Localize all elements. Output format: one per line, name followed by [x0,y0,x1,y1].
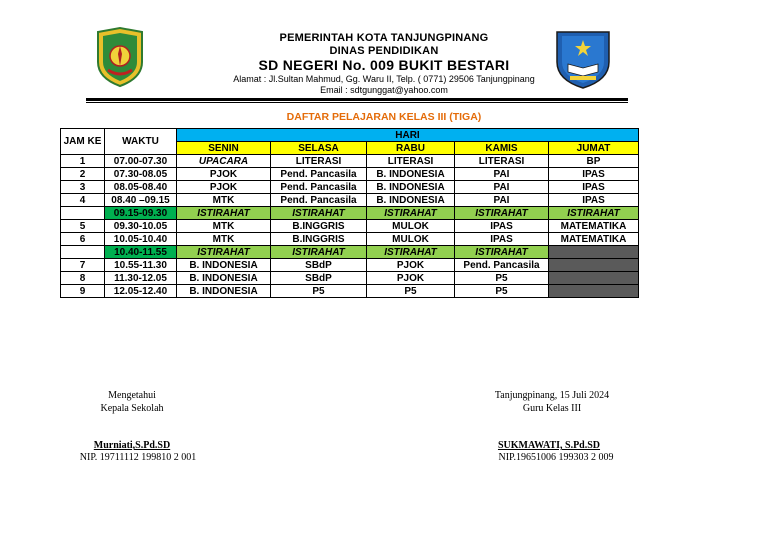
lesson-cell: MTK [177,220,271,233]
sig-left-line1: Mengetahui [108,390,156,401]
jam-cell [61,246,105,259]
lesson-cell: B. INDONESIA [177,259,271,272]
lesson-cell: B. INDONESIA [367,168,455,181]
address: Alamat : Jl.Sultan Mahmud, Gg. Waru II, Telp. ( 0771) 29506 Tanjungpinang [233,74,535,84]
waktu-cell: 11.30-12.05 [105,272,177,285]
table-row [61,207,639,220]
table-row [61,233,639,246]
lesson-cell: LITERASI [367,155,455,168]
waktu-cell: 09.15-09.30 [105,207,177,220]
header-line-1: PEMERINTAH KOTA TANJUNGPINANG [279,32,489,44]
lesson-cell: P5 [455,272,549,285]
waktu-header: WAKTU [105,129,177,155]
lesson-cell: B. INDONESIA [177,272,271,285]
sig-right-line2: Guru Kelas III [522,403,582,414]
jam-cell: 9 [61,285,105,298]
jam-cell [61,207,105,220]
jam-cell: 5 [61,220,105,233]
lesson-cell: ISTIRAHAT [367,246,455,259]
waktu-cell: 10.05-10.40 [105,233,177,246]
lesson-cell: Pend. Pancasila [271,181,367,194]
lesson-cell: B. INDONESIA [367,194,455,207]
lesson-cell: MULOK [367,220,455,233]
lesson-cell: P5 [367,285,455,298]
schedule-title: DAFTAR PELAJARAN KELAS III (TIGA) [286,111,482,123]
day-header: JUMAT [549,142,639,155]
header-divider-thin [86,102,628,103]
lesson-cell: B. INDONESIA [177,285,271,298]
waktu-cell: 10.40-11.55 [105,246,177,259]
lesson-cell: LITERASI [455,155,549,168]
jam-cell: 2 [61,168,105,181]
lesson-cell: P5 [455,285,549,298]
table-row [61,220,639,233]
waktu-cell: 10.55-11.30 [105,259,177,272]
lesson-cell: ISTIRAHAT [549,207,639,220]
lesson-cell: BP [549,155,639,168]
jam-cell: 7 [61,259,105,272]
sig-right-nip: NIP.19651006 199303 2 009 [498,452,614,463]
lesson-cell: PJOK [177,168,271,181]
sig-right-line1: Tanjungpinang, 15 Juli 2024 [494,390,610,401]
table-row [61,155,639,168]
sig-left-line2: Kepala Sekolah [100,403,164,414]
lesson-cell: ISTIRAHAT [271,207,367,220]
lesson-cell: PJOK [367,272,455,285]
jam-cell: 4 [61,194,105,207]
header-divider [86,98,628,101]
waktu-cell: 08.40 –09.15 [105,194,177,207]
day-header: RABU [367,142,455,155]
header-line-2: DINAS PENDIDIKAN [329,45,439,57]
waktu-cell: 07.30-08.05 [105,168,177,181]
lesson-cell: SBdP [271,272,367,285]
lesson-cell: IPAS [549,181,639,194]
lesson-cell: B.INGGRIS [271,220,367,233]
waktu-cell: 12.05-12.40 [105,285,177,298]
lesson-cell: SBdP [271,259,367,272]
sig-left-name: Murniati,S.Pd.SD [93,440,171,451]
lesson-cell: ISTIRAHAT [455,207,549,220]
table-row [61,194,639,207]
lesson-cell [549,285,639,298]
lesson-cell: PAI [455,181,549,194]
sig-left-nip: NIP. 19711112 199810 2 001 [79,452,197,463]
lesson-cell: PJOK [367,259,455,272]
lesson-cell: ISTIRAHAT [271,246,367,259]
sig-right-name: SUKMAWATI, S.Pd.SD [497,440,601,451]
lesson-cell [549,259,639,272]
lesson-cell: IPAS [455,220,549,233]
lesson-cell: MTK [177,233,271,246]
lesson-cell: MATEMATIKA [549,220,639,233]
waktu-cell: 08.05-08.40 [105,181,177,194]
lesson-cell: IPAS [549,194,639,207]
lesson-cell: Pend. Pancasila [455,259,549,272]
day-header: KAMIS [455,142,549,155]
lesson-cell: ISTIRAHAT [455,246,549,259]
lesson-cell: Pend. Pancasila [271,194,367,207]
table-row [61,285,639,298]
table-row [61,246,639,259]
lesson-cell: MATEMATIKA [549,233,639,246]
waktu-cell: 07.00-07.30 [105,155,177,168]
lesson-cell [549,246,639,259]
lesson-cell: Pend. Pancasila [271,168,367,181]
table-row [61,168,639,181]
lesson-cell: ISTIRAHAT [367,207,455,220]
lesson-cell: IPAS [455,233,549,246]
waktu-cell: 09.30-10.05 [105,220,177,233]
schedule-table [60,128,639,298]
lesson-cell: PAI [455,194,549,207]
jam-cell: 3 [61,181,105,194]
table-row [61,259,639,272]
lesson-cell: IPAS [549,168,639,181]
lesson-cell: MTK [177,194,271,207]
table-row [61,181,639,194]
jam-cell: 6 [61,233,105,246]
lesson-cell: UPACARA [177,155,271,168]
school-name: SD NEGERI No. 009 BUKIT BESTARI [258,57,510,73]
email: Email : sdtgunggat@yahoo.com [320,85,448,95]
jam-cell: 1 [61,155,105,168]
lesson-cell: P5 [271,285,367,298]
lesson-cell: LITERASI [271,155,367,168]
lesson-cell: ISTIRAHAT [177,246,271,259]
lesson-cell: B. INDONESIA [367,181,455,194]
table-row [61,272,639,285]
lesson-cell: PJOK [177,181,271,194]
hari-header: HARI [177,129,639,142]
lesson-cell: ISTIRAHAT [177,207,271,220]
day-header: SENIN [177,142,271,155]
day-header: SELASA [271,142,367,155]
lesson-cell [549,272,639,285]
lesson-cell: MULOK [367,233,455,246]
lesson-cell: B.INGGRIS [271,233,367,246]
jam-cell: 8 [61,272,105,285]
jam-ke-header: JAM KE [61,129,105,155]
lesson-cell: PAI [455,168,549,181]
